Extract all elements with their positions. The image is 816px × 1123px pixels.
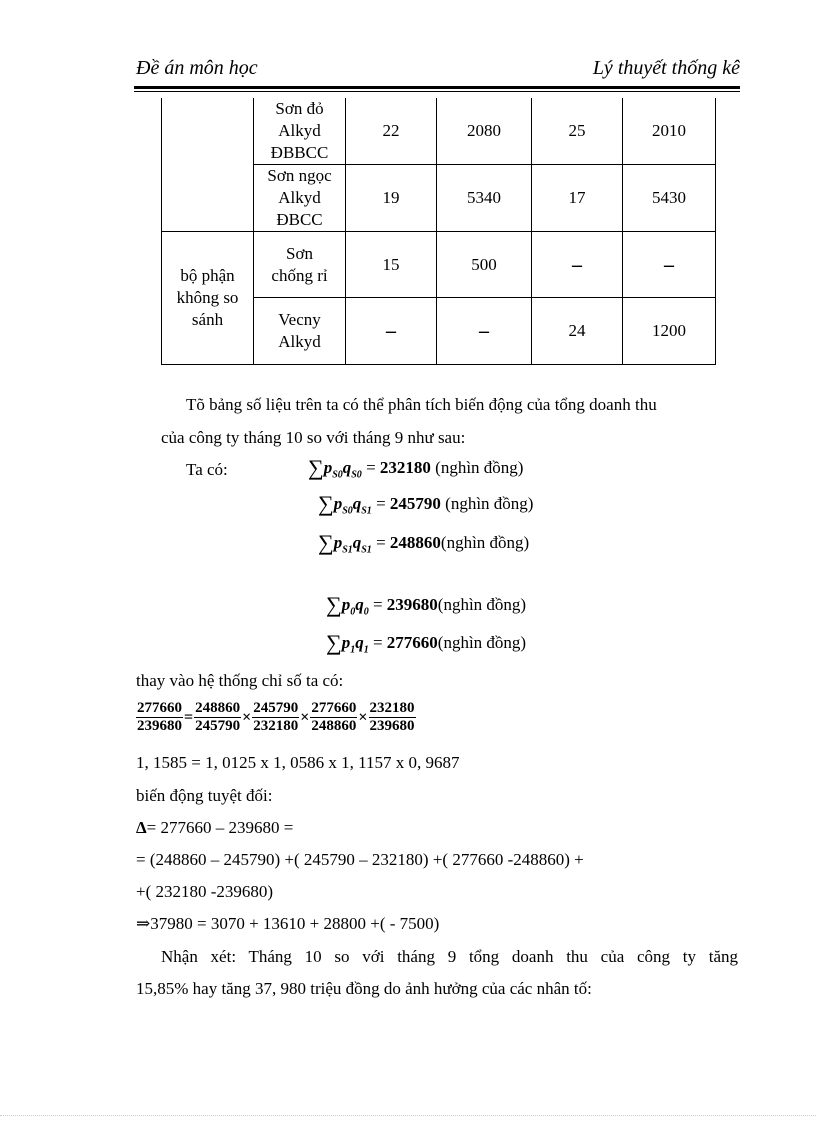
- table-row: [162, 232, 716, 298]
- paragraph-line: thay vào hệ thống chỉ số ta có:: [136, 671, 344, 690]
- table-cell: 2010: [623, 98, 716, 165]
- table-cell: 5430: [623, 165, 716, 232]
- table-cell-dash: –: [346, 298, 437, 365]
- result-line: ⇒37980 = 3070 + 13610 + 28800 +( - 7500): [136, 914, 440, 933]
- table-cell-group: bộ phận không so sánh: [162, 232, 254, 365]
- table-cell-empty: [162, 98, 254, 232]
- table-row: [162, 98, 716, 165]
- formula-sum-p0q0: $\sum p_{S0}q_{S0} = 232180$ (nghìn đồng): [308, 455, 524, 481]
- index-line: 1, 1585 = 1, 0125 x 1, 0586 x 1, 1157 x 0, 9687: [136, 753, 460, 772]
- header-rule-thick: [134, 86, 740, 89]
- table-cell: 15: [346, 232, 437, 298]
- paragraph-line: Nhận xét: Tháng 10 so với tháng 9 tổng doanh thu của công ty tăng: [161, 947, 738, 966]
- table-cell-product: Sơn ngọc Alkyd ĐBCC: [254, 165, 346, 232]
- implies-arrow: ⇒: [136, 914, 151, 933]
- header-right-title: Lý thuyết thống kê: [592, 57, 740, 79]
- table-cell: 17: [532, 165, 623, 232]
- table-cell: 5340: [437, 165, 532, 232]
- ta-co-label: Ta có:: [186, 460, 228, 479]
- revenue-table: [161, 98, 716, 365]
- delta-line: Δ= 277660 – 239680 =: [136, 818, 294, 837]
- table-cell: 2080: [437, 98, 532, 165]
- table-cell-product: Sơn chống rỉ: [254, 232, 346, 298]
- header-left-title: Đề án môn học: [136, 57, 258, 79]
- table-cell: 22: [346, 98, 437, 165]
- table-cell-dash: –: [623, 232, 716, 298]
- index-fraction-equation: $\frac{277660}{239680}$ = $\frac{248860}{245790}$ × $\frac{245790}{232180}$ × $\frac{277660}{248860}$ × $\frac{232180}{239680}$: [137, 700, 415, 734]
- table-cell: 19: [346, 165, 437, 232]
- paragraph-line: = (248860 – 245790) +( 245790 – 232180) +( 277660 -248860) +: [136, 850, 584, 869]
- formula-sum-p0q0-total: $\sum p_0q_0$ = 239680(nghìn đồng): [326, 592, 527, 618]
- paragraph-line: Tõ bảng số liệu trên ta có thể phân tích biến động của tổng doanh thu: [186, 395, 657, 414]
- table-cell: 25: [532, 98, 623, 165]
- table-cell: 24: [532, 298, 623, 365]
- formula-sum-p1q1: $\sum p_{S1}q_{S1}$ = 248860(nghìn đồng): [318, 530, 530, 556]
- header-rule-thin: [134, 91, 740, 92]
- table-cell: 1200: [623, 298, 716, 365]
- paragraph-line: 15,85% hay tăng 37, 980 triệu đồng do ảnh hưởng của các nhân tố:: [136, 979, 592, 998]
- paragraph-line: biến động tuyệt đối:: [136, 786, 273, 805]
- paragraph-line: +( 232180 -239680): [136, 882, 274, 901]
- table-cell-dash: –: [437, 298, 532, 365]
- formula-sum-p1q1-total: $\sum p_1q_1$ = 277660(nghìn đồng): [326, 630, 527, 656]
- paragraph-line: của công ty tháng 10 so với tháng 9 như sau:: [161, 428, 466, 447]
- table-cell: 500: [437, 232, 532, 298]
- table-cell-dash: –: [532, 232, 623, 298]
- delta-symbol: Δ: [136, 818, 147, 837]
- table-cell-product: Sơn đỏ Alkyd ĐBBCC: [254, 98, 346, 165]
- table-cell-product: Vecny Alkyd: [254, 298, 346, 365]
- page-bottom-divider: [0, 1115, 816, 1117]
- formula-sum-p0q1: $\sum p_{S0}q_{S1} = 245790$ (nghìn đồng): [318, 491, 534, 517]
